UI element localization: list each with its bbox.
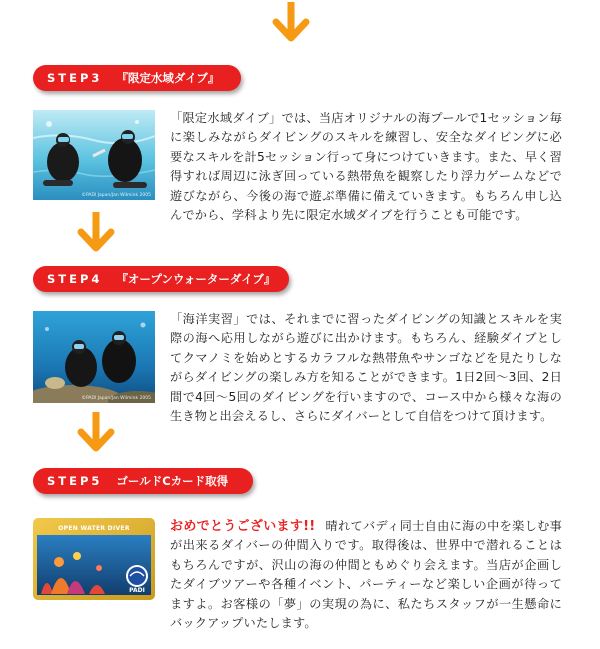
padi-logo: PADI bbox=[129, 587, 145, 594]
c-card-image bbox=[33, 518, 155, 600]
step4-label bbox=[33, 266, 289, 292]
photo-credit: ©PADI Japan/Jan Wilmink 2005 bbox=[81, 396, 151, 401]
step4-description: 「海洋実習」では、それまでに習ったダイビングの知識とスキルを実際の海へ応用しながら遊びに出かけます。もちろん、経験ダイブとしてクマノミを始めとするカラフルな熱帯魚やサンゴなどを見たりしながらダイビングの楽しみ方を知ることができます。1日2回〜3回、2日間で4回〜5回のダイビングを行いますので、コース中から様々な海の生き物と出会えるし、さらにダイバーとして自信をつけて頂けます。 bbox=[170, 312, 562, 424]
step3-title: 『限定水域ダイブ』 bbox=[116, 71, 220, 85]
step5-number: STEP5 bbox=[47, 474, 103, 488]
down-arrow-icon bbox=[76, 412, 116, 458]
step3-label bbox=[33, 65, 241, 91]
step5-label bbox=[33, 468, 253, 494]
step3-description: 「限定水域ダイブ」では、当店オリジナルの海プールで1セッション毎に楽しみながらダイビングのスキルを練習し、安全なダイビングに必要なスキルを計5セッション行って身につけていきます。また、早く習得すれば周辺に泳ぎ回っている熱帯魚を観察したり浮力ゲームなどで遊びながら、今後の海で遊ぶ準備に備えていきます。もちろん申し込んでから、学科より先に限定水域ダイブを行うことも可能です。 bbox=[170, 111, 562, 223]
step5-body: 晴れてバディ同士自由に海の中を楽しむ事が出来るダイバーの仲間入りです。取得後は、世界中で潜れることはもちろんですが、沢山の海の仲間ともめぐり会えます。当店が企画したダイブツアーや各種イベント、パーティーなど楽しい企画が待ってますよ。お客様の「夢」の実現の為に、私たちスタッフが一生懸命にバックアップいたします。 bbox=[170, 519, 562, 631]
step3-number: STEP3 bbox=[47, 71, 103, 85]
step5-description bbox=[170, 517, 562, 633]
down-arrow-icon bbox=[271, 2, 311, 48]
card-title: OPEN WATER DIVER bbox=[58, 525, 130, 532]
step4-title: 『オープンウォーターダイブ』 bbox=[116, 272, 276, 286]
down-arrow-icon bbox=[76, 212, 116, 258]
congrats-heading: おめでとうございます!! bbox=[170, 519, 316, 534]
step4-number: STEP4 bbox=[47, 272, 103, 286]
pool-divers-photo bbox=[33, 110, 155, 200]
photo-credit: ©PADI Japan/Jan Wilmink 2005 bbox=[81, 193, 151, 198]
step5-title: ゴールドCカード取得 bbox=[116, 474, 229, 488]
ocean-divers-photo bbox=[33, 311, 155, 403]
